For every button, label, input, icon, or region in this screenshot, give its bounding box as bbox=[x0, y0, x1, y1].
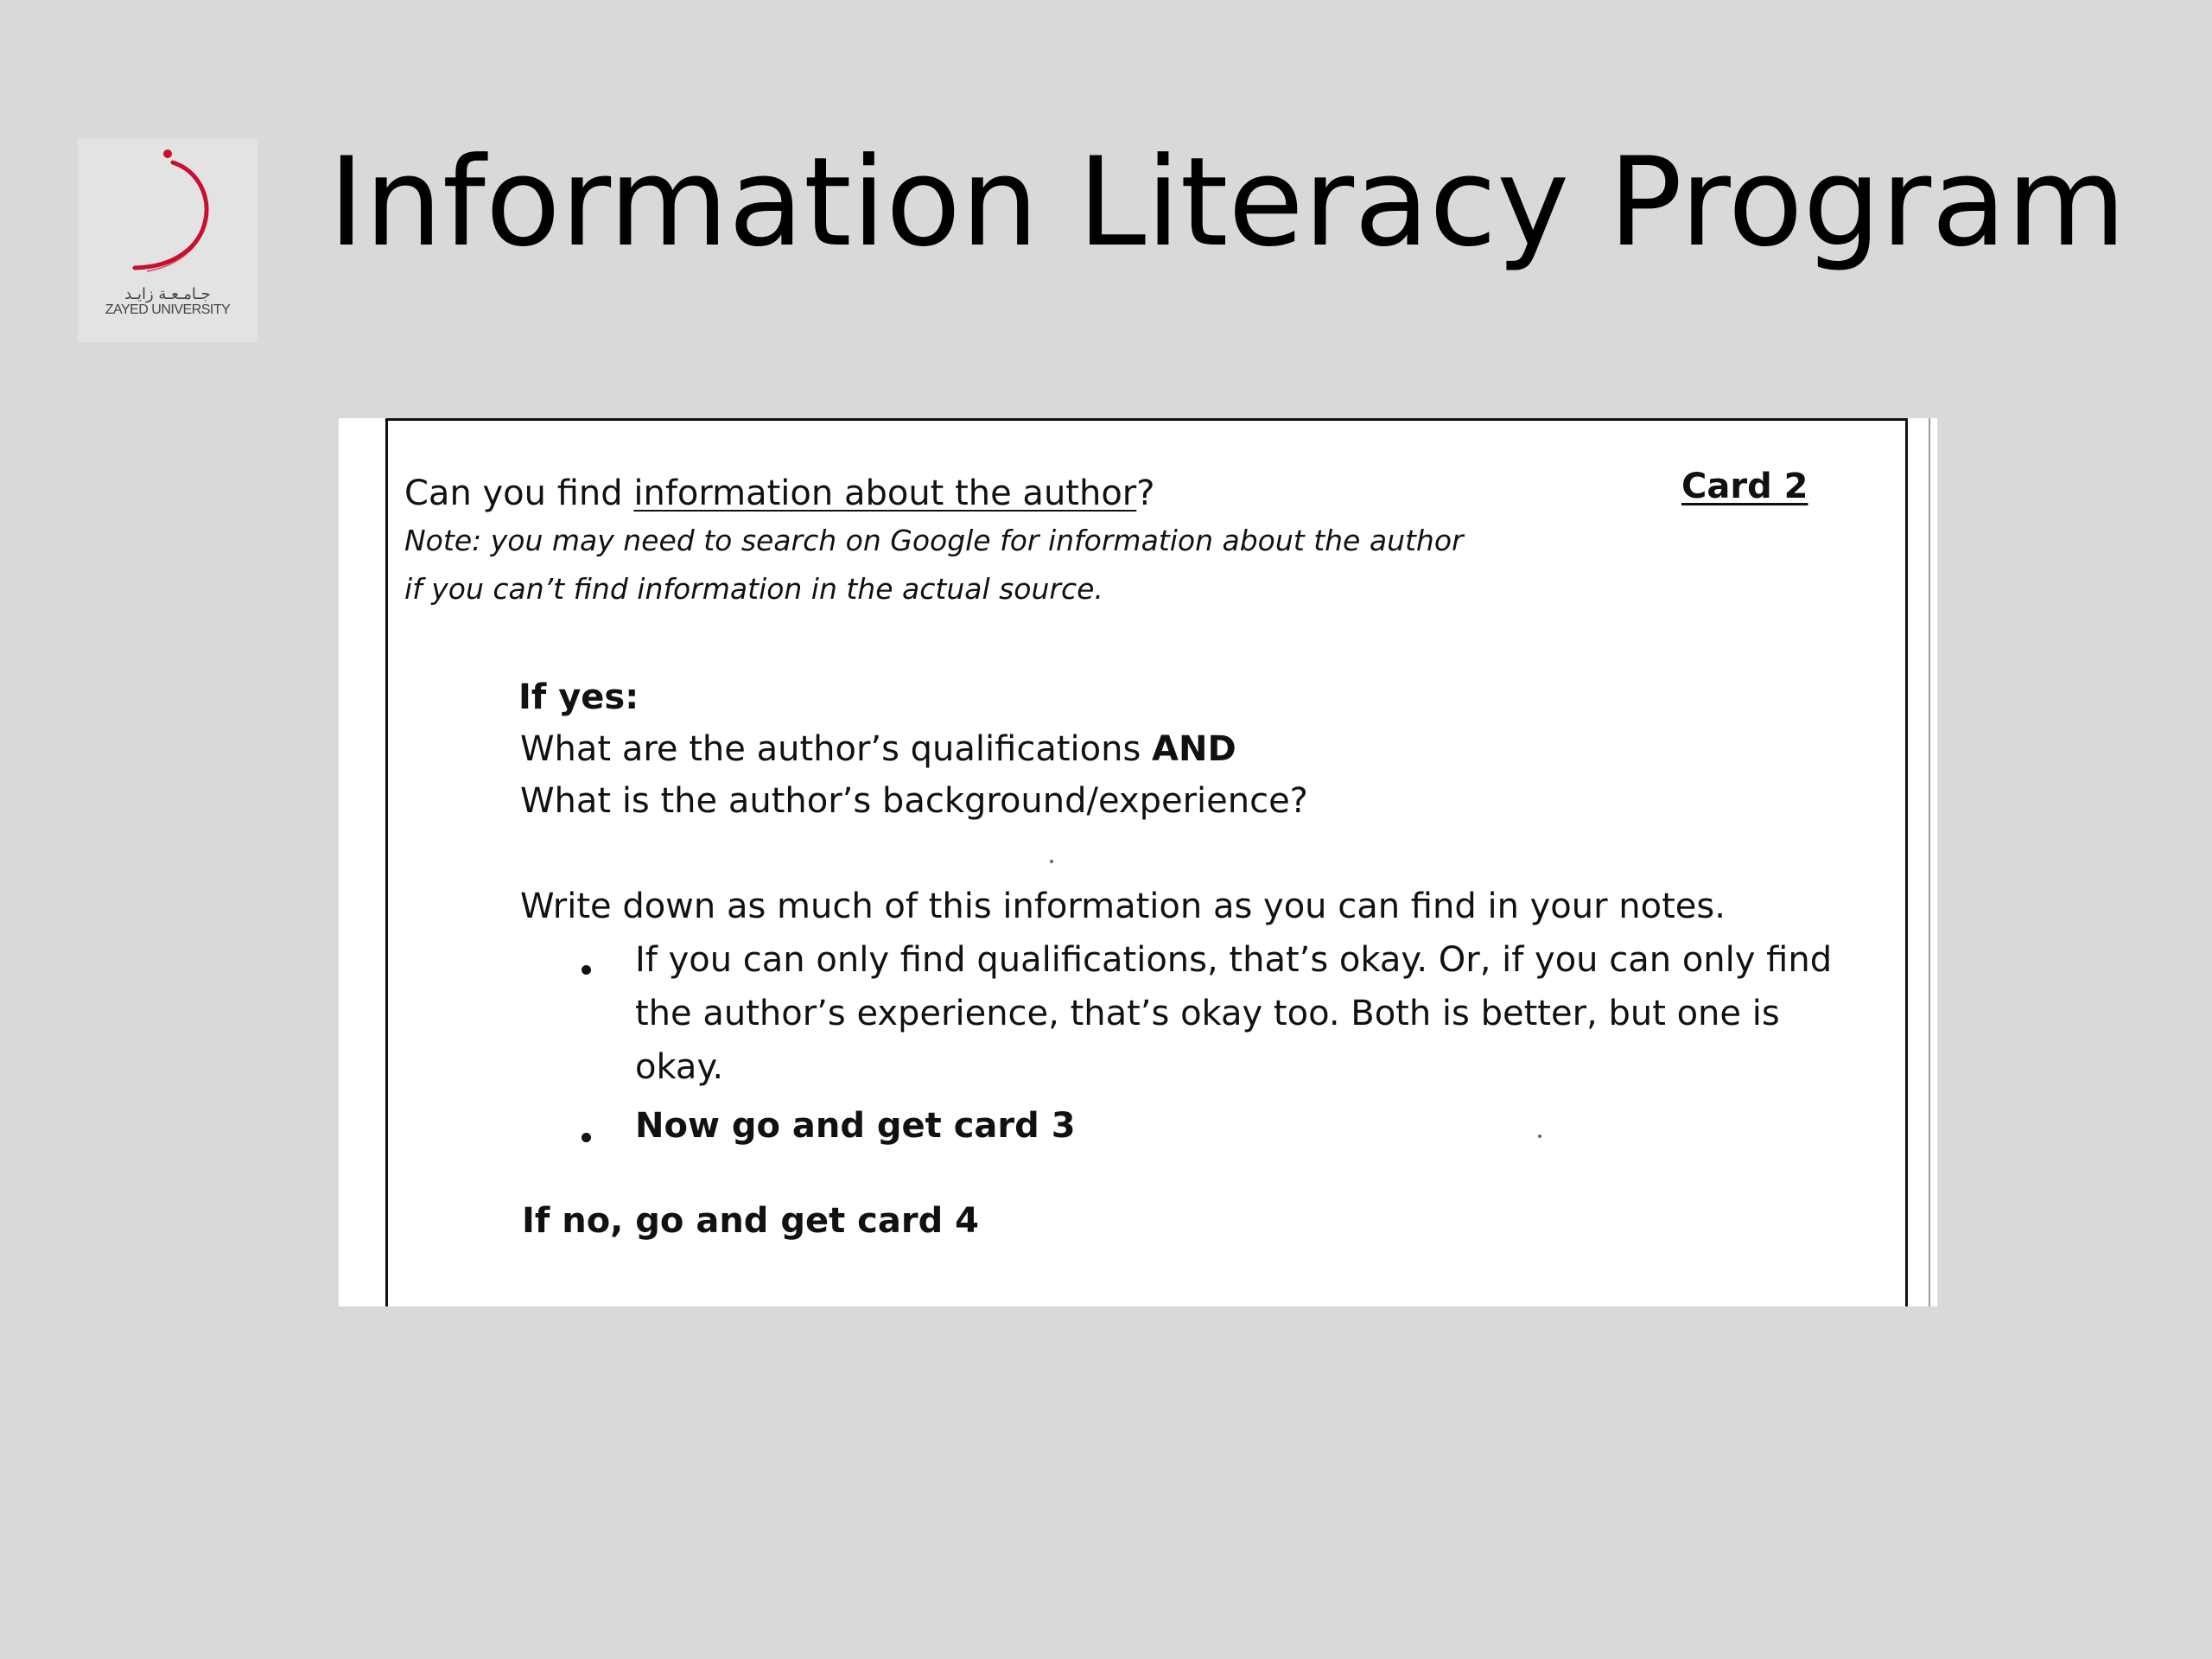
slide-title: Information Literacy Program bbox=[328, 131, 2126, 274]
card-label: Card 2 bbox=[1681, 467, 1808, 506]
bullet-1-line-3: okay. bbox=[635, 1047, 724, 1087]
question-suffix: ? bbox=[1136, 474, 1155, 513]
and-emphasis: AND bbox=[1152, 729, 1236, 769]
card-note-line-1: Note: you may need to search on Google for information about the author bbox=[404, 524, 1464, 557]
card-question bbox=[404, 474, 1154, 513]
university-logo bbox=[78, 138, 257, 342]
card-frame-right bbox=[1905, 418, 1908, 1306]
logo-arabic-text: جـامـعـة زايـد bbox=[124, 285, 211, 303]
bullet-1-line-2: the author’s experience, that’s okay too. Both is better, but one is bbox=[635, 994, 1780, 1033]
bullet-2: Now go and get card 3 bbox=[635, 1106, 1076, 1146]
bullet-1-line-1: If you can only find qualifications, that’s okay. Or, if you can only find bbox=[635, 940, 1833, 980]
scan-speck bbox=[1050, 860, 1053, 863]
card-frame-top bbox=[385, 418, 1908, 421]
if-no-line: If no, go and get card 4 bbox=[522, 1201, 979, 1241]
scan-edge bbox=[1929, 418, 1930, 1306]
if-yes-heading: If yes: bbox=[518, 677, 639, 717]
qualifications-line bbox=[520, 729, 1236, 769]
card-note-line-2: if you can’t find information in the actual source. bbox=[404, 572, 1103, 606]
bullet-icon bbox=[582, 1133, 591, 1142]
qualifications-text: What are the author’s qualifications bbox=[520, 729, 1153, 769]
question-prefix: Can you find bbox=[404, 474, 634, 513]
scan-speck bbox=[1538, 1135, 1541, 1138]
bullet-icon bbox=[582, 965, 591, 975]
logo-english-text: ZAYED UNIVERSITY bbox=[105, 302, 231, 317]
background-line: What is the author’s background/experience? bbox=[520, 781, 1308, 821]
question-underlined: information about the author bbox=[633, 474, 1137, 513]
write-down-line: Write down as much of this information as you can find in your notes. bbox=[520, 887, 1726, 926]
scanned-card-image bbox=[339, 418, 1937, 1306]
card-frame-left bbox=[385, 418, 388, 1306]
